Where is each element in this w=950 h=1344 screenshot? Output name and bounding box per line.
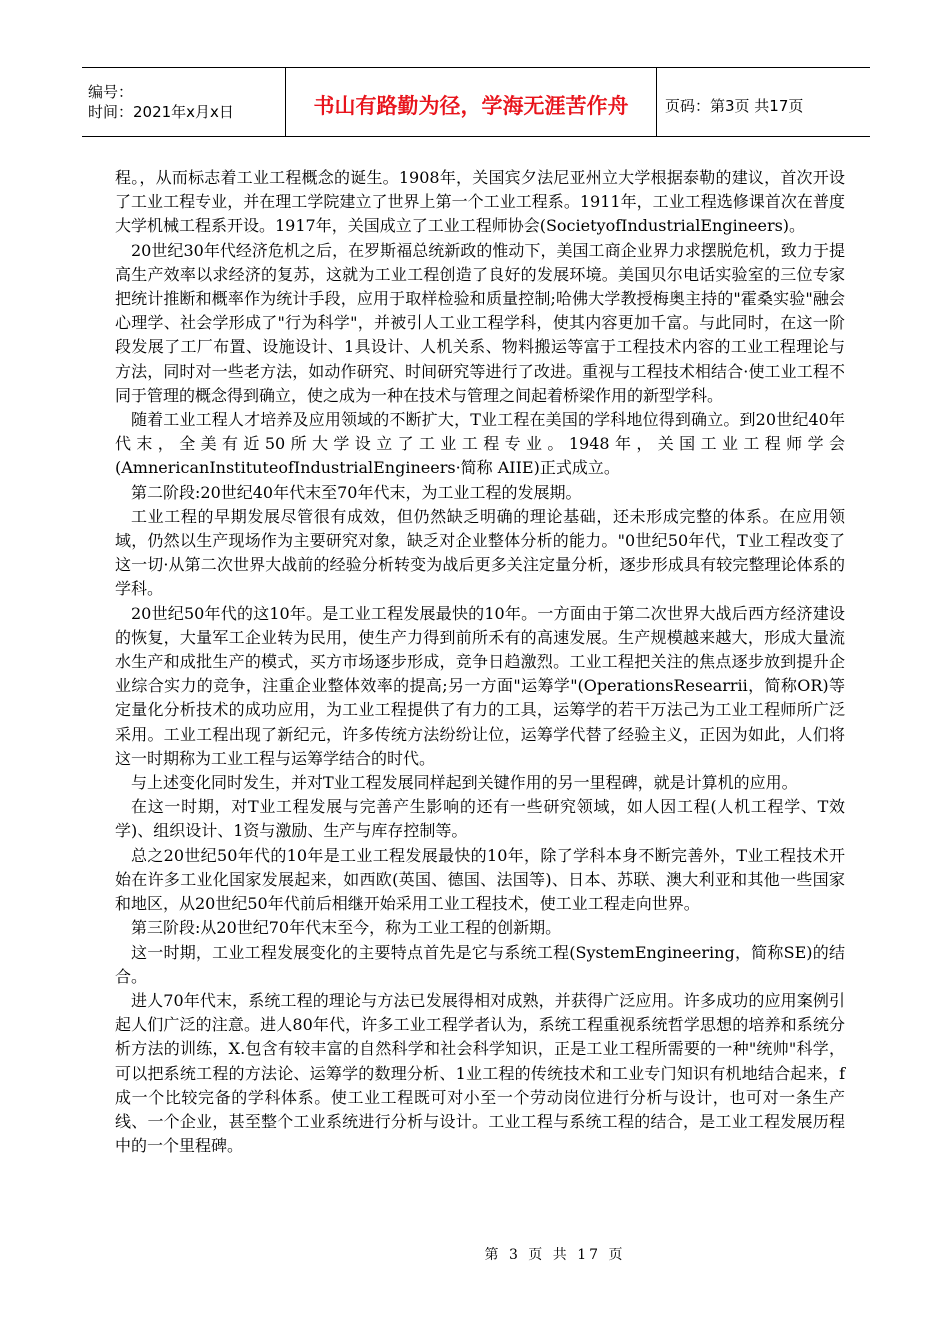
paragraph: 20世纪50年代的这10年。是工业工程发展最快的10年。一方面由于第二次世界大战后西方经济建设的恢复，大量军工企业转为民用，使生产力得到前所禾有的高速发展。生产规模越来越大，形成大量流水生产和成批生产的模式，买方市场逐步形成，竞争日趋激烈。工业工程把关注的焦点逐步放到提升企业综合实力的竞争，注重企业整体效率的提高;另一方面"运筹学"(OperationsResearrii，简称OR)等定量化分析技术的成功应用，为工业工程提供了有力的工具，运筹学的若干万法己为工业工程师所广泛采用。工业工程出现了新纪元，许多传统方法纷纷让位，运筹学代替了经验主义，正因为如此，人们将这一时期称为工业工程与运筹学结合的时代。 xyxy=(115,603,845,768)
header-page-info: 页码：第3页 共17页 xyxy=(665,96,804,115)
header-motto: 书山有路勤为径，学海无涯苦作舟 xyxy=(285,68,657,136)
document-number-label: 编号： xyxy=(88,83,134,101)
paragraph: 与上述变化同时发生，并对T业工程发展同样起到关键作用的另一里程碑，就是计算机的应用。 xyxy=(131,773,798,793)
document-time-label: 时间：2021年x月x日 xyxy=(88,103,234,121)
paragraph: 第三阶段:从20世纪70年代末至今，称为工业工程的创新期。 xyxy=(131,918,562,938)
page-header xyxy=(82,67,870,137)
paragraph: 进人70年代末，系统工程的理论与方法已发展得相对成熟，并获得广泛应用。许多成功的应用案例引起人们广泛的注意。进人80年代，许多工业工程学者认为，系统工程重视系统哲学思想的培养和系统分析方法的训练，X.包含有较丰富的自然科学和社会科学知识，正是工业工程所需要的一种"统帅"科学，可以把系统工程的方法论、运筹学的数理分析、1业工程的传统技术和工业专门知识有机地结合起来，f成一个比较完备的学科体系。使工业工程既可对小至一个劳动岗位进行分析与设计，也可对一条生产线、一个企业，甚至整个工业系统进行分析与设计。工业工程与系统工程的结合，是工业工程发展历程中的一个里程碑。 xyxy=(115,990,845,1156)
paragraph: 总之20世纪50年代的10年是工业工程发展最快的10年，除了学科本身不断完善外，T业工程技术开始在许多工业化国家发展起来，如西欧(英国、德国、法国等)、日本、苏联、澳大利亚和其他一些国家和地区，从20世纪50年代前后相继开始采用工业工程技术，使工业工程走向世界。 xyxy=(115,845,845,914)
header-meta xyxy=(82,68,285,136)
page-footer: 第 3 页 共 17 页 xyxy=(484,1247,626,1263)
paragraph: 工业工程的早期发展尽管很有成效，但仍然缺乏明确的理论基础，还未形成完整的体系。在应用领域，仍然以生产现场作为主要研究对象，缺乏对企业整体分析的能力。"0世纪50年代，T业工程改变了这一切·从第二次世界大战前的经验分析转变为战后更多关注定量分析，逐步形成具有较完整理论体系的学科。 xyxy=(115,506,845,599)
paragraph: 第二阶段:20世纪40年代末至70年代末，为工业工程的发展期。 xyxy=(131,482,582,502)
paragraph: 这一时期，工业工程发展变化的主要特点首先是它与系统工程(SystemEngineering，简称SE)的结合。 xyxy=(115,942,845,986)
paragraph: 程。，从而标志着工业工程概念的诞生。1908年，关国宾夕法尼亚州立大学根据泰勒的建议，首次开设了工业工程专业，并在理工学院建立了世界上第一个工业工程系。1911年，工业工程选修课首次在普度大学机械工程系开设。1917年，关国成立了工业工程师协会(SocietyofIndustrialEngineers)。 xyxy=(115,168,845,236)
paragraph: 在这一时期，对T业工程发展与完善产生影响的还有一些研究领域，如人因工程(人机工程学、T效学)、组织设计、1资与激励、生产与库存控制等。 xyxy=(115,797,845,841)
paragraph: 20世纪30年代经济危机之后，在罗斯福总统新政的惟动下，美国工商企业界力求摆脱危机，致力于提高生产效率以求经济的复苏，这就为工业工程创造了良好的发展环境。美国贝尔电话实验室的三位专家把统计推断和概率作为统计手段，应用于取样检验和质量控制;哈佛大学教授梅奥主持的"霍桑实验"融会心理学、社会学形成了"行为科学"，并被引人工业工程学科，使其内容更加千富。与此同时，在这一阶段发展了工厂布置、设施设计、1具设计、人机关系、物料搬运等富于工程技术内容的工业工程理论与方法，同时对一些老方法，如动作研究、时间研究等进行了改进。重视与工程技术相结合·使工业工程不同于管理的概念得到确立，使之成为一种在技术与管理之间起着桥梁作用的新型学科。 xyxy=(115,240,845,405)
paragraph: 随着工业工程人才培养及应用领域的不断扩大，T业工程在美国的学科地位得到确立。到20世纪40年代末，全美有近50所大学设立了工业工程专业。1948年，关国工业工程师学会(AmnericanInstituteofIndustrialEngineers·简称 AIIE)正式成立。 xyxy=(115,410,845,478)
document-body xyxy=(115,166,845,1158)
